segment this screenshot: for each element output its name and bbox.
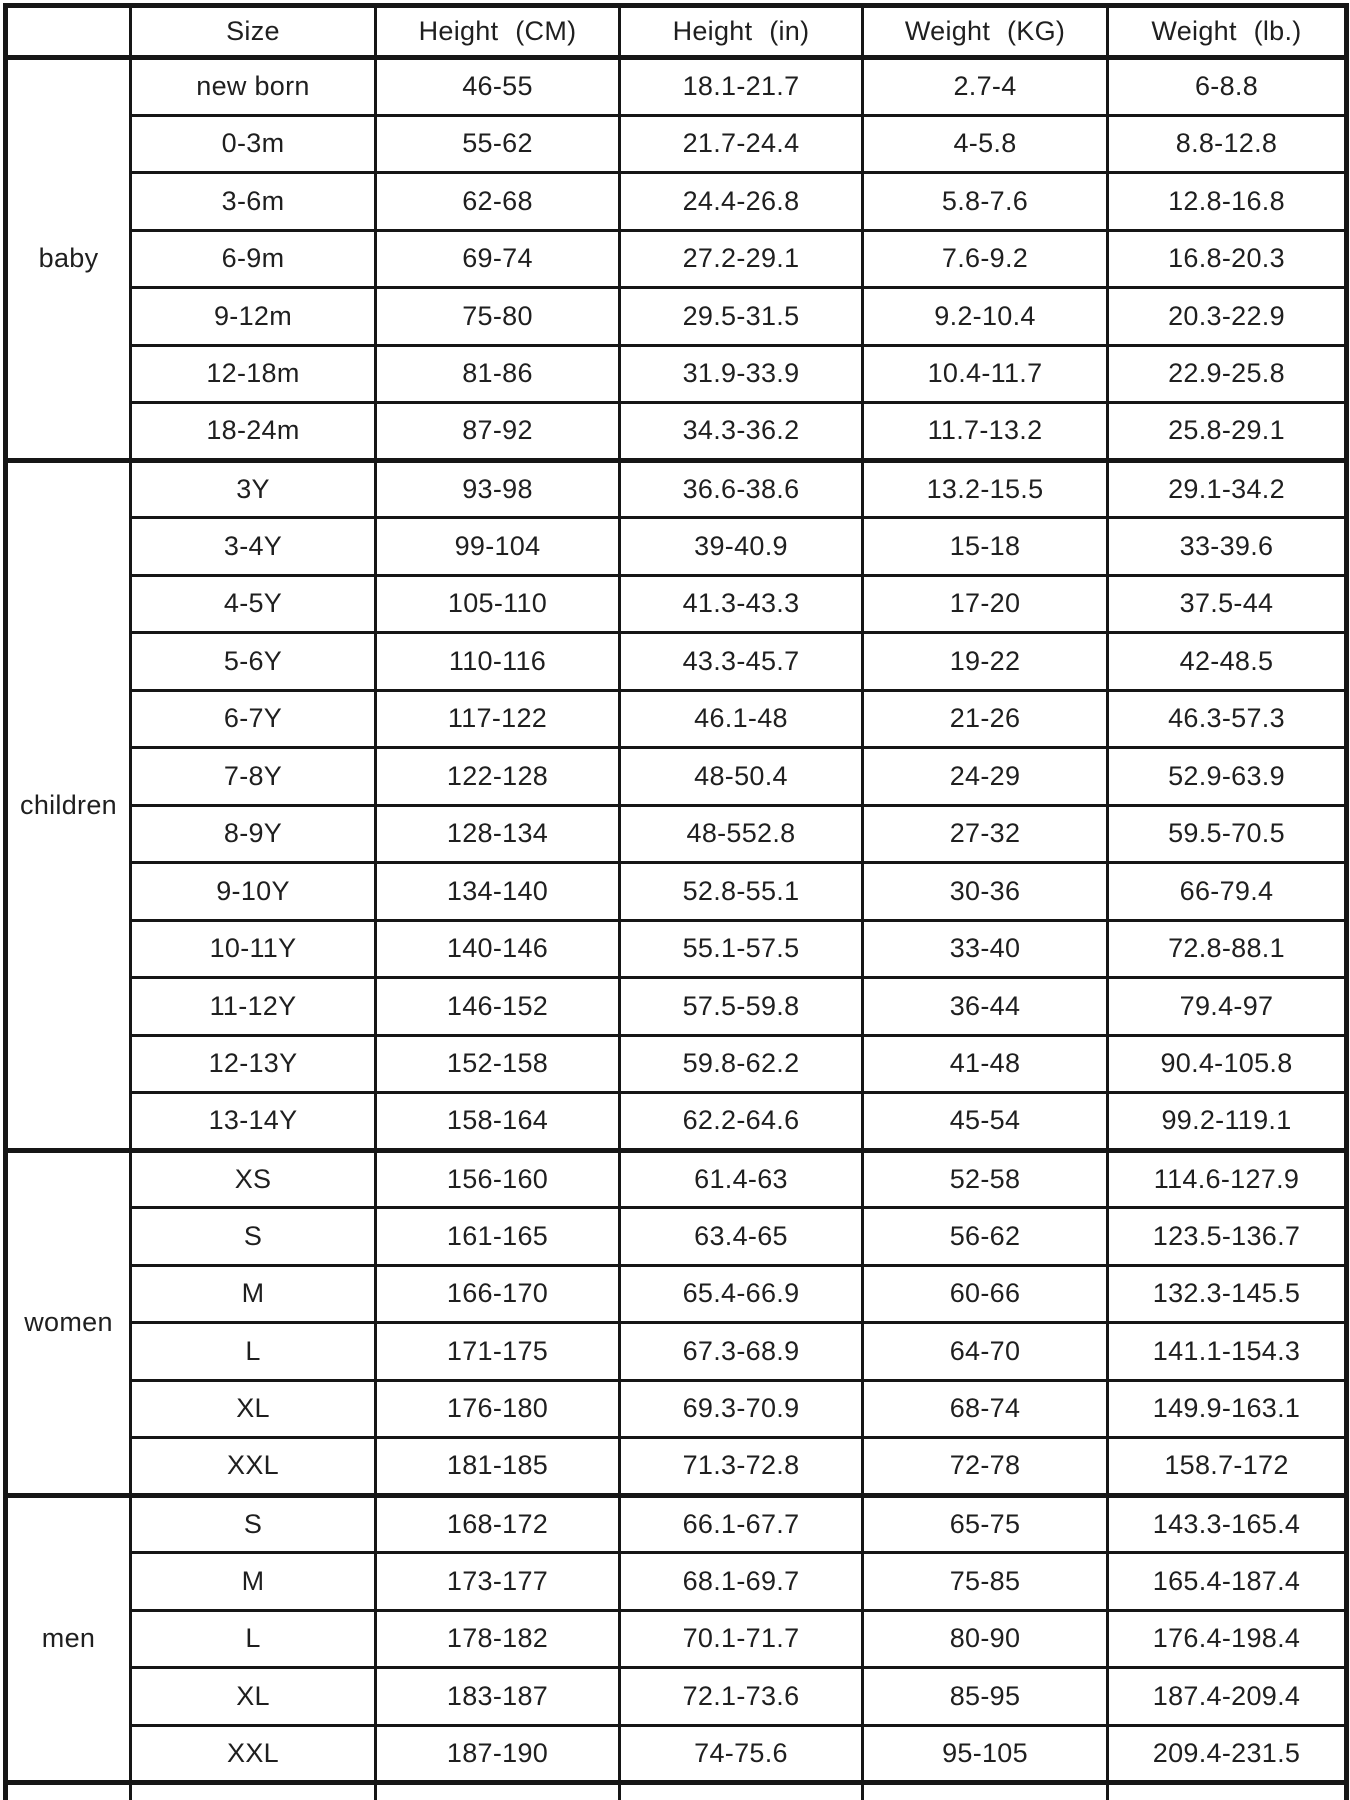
weight-lb-cell: 16.8-20.3 (1108, 230, 1347, 288)
height-cm-cell: 140-146 (376, 920, 620, 978)
weight-kg-cell: 33-40 (863, 920, 1108, 978)
size-cell: 6-9m (131, 230, 376, 288)
table-row (6, 1725, 1347, 1783)
weight-kg-cell: 60-66 (863, 1265, 1108, 1323)
group-label-men: men (6, 1495, 131, 1783)
header-weight-kg: Weight (KG) (863, 6, 1108, 58)
weight-lb-cell: 59.5-70.5 (1108, 805, 1347, 863)
height-in-cell: 66.1-67.7 (620, 1495, 863, 1553)
height-in-cell: 71.3-72.8 (620, 1438, 863, 1496)
height-cm-cell: 152-158 (376, 1035, 620, 1093)
height-cm-cell: 171-175 (376, 1323, 620, 1381)
table-body (6, 58, 1347, 1800)
weight-lb-cell: 25.8-29.1 (1108, 403, 1347, 461)
weight-lb-cell: 29.1-34.2 (1108, 460, 1347, 518)
height-cm-cell: 93-98 (376, 460, 620, 518)
size-cell: S (131, 1208, 376, 1266)
table-row (6, 920, 1347, 978)
size-cell: 11-12Y (131, 978, 376, 1036)
table-row (6, 978, 1347, 1036)
height-cm-cell: 178-182 (376, 1610, 620, 1668)
group-label-baby: baby (6, 58, 131, 461)
height-in-cell: 69.3-70.9 (620, 1380, 863, 1438)
header-height-cm: Height (CM) (376, 6, 620, 58)
size-cell: 10-11Y (131, 920, 376, 978)
weight-lb-cell: 149.9-163.1 (1108, 1380, 1347, 1438)
weight-lb-cell: 22.9-25.8 (1108, 345, 1347, 403)
partial-cell (131, 1783, 376, 1800)
height-cm-cell: 87-92 (376, 403, 620, 461)
weight-kg-cell: 2.7-4 (863, 58, 1108, 116)
weight-kg-cell: 19-22 (863, 633, 1108, 691)
weight-kg-cell: 64-70 (863, 1323, 1108, 1381)
weight-kg-cell: 36-44 (863, 978, 1108, 1036)
weight-lb-cell: 12.8-16.8 (1108, 173, 1347, 231)
table-row (6, 403, 1347, 461)
weight-lb-cell: 176.4-198.4 (1108, 1610, 1347, 1668)
height-cm-cell: 117-122 (376, 690, 620, 748)
size-cell: L (131, 1610, 376, 1668)
partial-cell (1108, 1783, 1347, 1800)
weight-lb-cell: 20.3-22.9 (1108, 288, 1347, 346)
table-row (6, 518, 1347, 576)
table-row (6, 173, 1347, 231)
height-cm-cell: 75-80 (376, 288, 620, 346)
size-cell: M (131, 1265, 376, 1323)
weight-lb-cell: 8.8-12.8 (1108, 115, 1347, 173)
table-row (6, 1495, 1347, 1553)
partial-row (6, 1783, 1347, 1800)
height-in-cell: 18.1-21.7 (620, 58, 863, 116)
size-cell: 0-3m (131, 115, 376, 173)
weight-lb-cell: 42-48.5 (1108, 633, 1347, 691)
size-cell: XL (131, 1668, 376, 1726)
height-cm-cell: 187-190 (376, 1725, 620, 1783)
table-row (6, 460, 1347, 518)
height-cm-cell: 62-68 (376, 173, 620, 231)
partial-cell (863, 1783, 1108, 1800)
header-row (6, 6, 1347, 58)
table-row (6, 1265, 1347, 1323)
table-row (6, 863, 1347, 921)
height-cm-cell: 105-110 (376, 575, 620, 633)
table-row (6, 345, 1347, 403)
weight-kg-cell: 7.6-9.2 (863, 230, 1108, 288)
size-cell: 13-14Y (131, 1093, 376, 1151)
height-in-cell: 31.9-33.9 (620, 345, 863, 403)
height-in-cell: 41.3-43.3 (620, 575, 863, 633)
height-in-cell: 61.4-63 (620, 1150, 863, 1208)
partial-cell (6, 1783, 131, 1800)
size-cell: XS (131, 1150, 376, 1208)
header-height-in: Height (in) (620, 6, 863, 58)
height-in-cell: 39-40.9 (620, 518, 863, 576)
table-row (6, 1553, 1347, 1611)
weight-kg-cell: 30-36 (863, 863, 1108, 921)
height-in-cell: 63.4-65 (620, 1208, 863, 1266)
table-row (6, 1380, 1347, 1438)
size-cell: 3Y (131, 460, 376, 518)
weight-kg-cell: 27-32 (863, 805, 1108, 863)
weight-lb-cell: 37.5-44 (1108, 575, 1347, 633)
weight-lb-cell: 46.3-57.3 (1108, 690, 1347, 748)
weight-kg-cell: 9.2-10.4 (863, 288, 1108, 346)
height-in-cell: 52.8-55.1 (620, 863, 863, 921)
weight-kg-cell: 72-78 (863, 1438, 1108, 1496)
weight-kg-cell: 13.2-15.5 (863, 460, 1108, 518)
table-row (6, 288, 1347, 346)
size-cell: M (131, 1553, 376, 1611)
weight-kg-cell: 65-75 (863, 1495, 1108, 1553)
weight-lb-cell: 123.5-136.7 (1108, 1208, 1347, 1266)
height-cm-cell: 173-177 (376, 1553, 620, 1611)
size-cell: 5-6Y (131, 633, 376, 691)
size-cell: 12-13Y (131, 1035, 376, 1093)
size-cell: new born (131, 58, 376, 116)
weight-lb-cell: 90.4-105.8 (1108, 1035, 1347, 1093)
height-cm-cell: 110-116 (376, 633, 620, 691)
height-cm-cell: 46-55 (376, 58, 620, 116)
weight-lb-cell: 132.3-145.5 (1108, 1265, 1347, 1323)
weight-lb-cell: 209.4-231.5 (1108, 1725, 1347, 1783)
weight-kg-cell: 10.4-11.7 (863, 345, 1108, 403)
weight-lb-cell: 165.4-187.4 (1108, 1553, 1347, 1611)
size-cell: 8-9Y (131, 805, 376, 863)
weight-lb-cell: 187.4-209.4 (1108, 1668, 1347, 1726)
size-cell: 7-8Y (131, 748, 376, 806)
weight-kg-cell: 52-58 (863, 1150, 1108, 1208)
height-in-cell: 29.5-31.5 (620, 288, 863, 346)
weight-kg-cell: 95-105 (863, 1725, 1108, 1783)
weight-lb-cell: 6-8.8 (1108, 58, 1347, 116)
size-cell: 9-12m (131, 288, 376, 346)
table-row (6, 748, 1347, 806)
height-in-cell: 34.3-36.2 (620, 403, 863, 461)
height-in-cell: 57.5-59.8 (620, 978, 863, 1036)
weight-kg-cell: 24-29 (863, 748, 1108, 806)
size-chart-table (3, 3, 1349, 1800)
height-cm-cell: 134-140 (376, 863, 620, 921)
size-cell: XXL (131, 1725, 376, 1783)
weight-kg-cell: 45-54 (863, 1093, 1108, 1151)
size-cell: 4-5Y (131, 575, 376, 633)
weight-kg-cell: 75-85 (863, 1553, 1108, 1611)
height-in-cell: 70.1-71.7 (620, 1610, 863, 1668)
table-row (6, 575, 1347, 633)
height-cm-cell: 161-165 (376, 1208, 620, 1266)
table-row (6, 58, 1347, 116)
height-cm-cell: 55-62 (376, 115, 620, 173)
table-row (6, 1438, 1347, 1496)
size-cell: 9-10Y (131, 863, 376, 921)
size-cell: 6-7Y (131, 690, 376, 748)
table-row (6, 1035, 1347, 1093)
size-cell: S (131, 1495, 376, 1553)
height-in-cell: 46.1-48 (620, 690, 863, 748)
size-cell: 3-6m (131, 173, 376, 231)
size-cell: L (131, 1323, 376, 1381)
weight-kg-cell: 85-95 (863, 1668, 1108, 1726)
weight-lb-cell: 158.7-172 (1108, 1438, 1347, 1496)
weight-kg-cell: 11.7-13.2 (863, 403, 1108, 461)
weight-kg-cell: 5.8-7.6 (863, 173, 1108, 231)
table-row (6, 1150, 1347, 1208)
height-in-cell: 36.6-38.6 (620, 460, 863, 518)
weight-kg-cell: 80-90 (863, 1610, 1108, 1668)
weight-kg-cell: 68-74 (863, 1380, 1108, 1438)
height-cm-cell: 181-185 (376, 1438, 620, 1496)
weight-kg-cell: 15-18 (863, 518, 1108, 576)
height-in-cell: 21.7-24.4 (620, 115, 863, 173)
height-cm-cell: 166-170 (376, 1265, 620, 1323)
height-in-cell: 67.3-68.9 (620, 1323, 863, 1381)
height-in-cell: 55.1-57.5 (620, 920, 863, 978)
height-cm-cell: 183-187 (376, 1668, 620, 1726)
height-in-cell: 48-50.4 (620, 748, 863, 806)
table-row (6, 1093, 1347, 1151)
height-cm-cell: 69-74 (376, 230, 620, 288)
weight-lb-cell: 72.8-88.1 (1108, 920, 1347, 978)
weight-lb-cell: 99.2-119.1 (1108, 1093, 1347, 1151)
weight-lb-cell: 141.1-154.3 (1108, 1323, 1347, 1381)
height-cm-cell: 158-164 (376, 1093, 620, 1151)
weight-kg-cell: 56-62 (863, 1208, 1108, 1266)
size-cell: 18-24m (131, 403, 376, 461)
weight-kg-cell: 21-26 (863, 690, 1108, 748)
group-label-women: women (6, 1150, 131, 1495)
weight-lb-cell: 66-79.4 (1108, 863, 1347, 921)
height-in-cell: 48-552.8 (620, 805, 863, 863)
weight-lb-cell: 33-39.6 (1108, 518, 1347, 576)
table-row (6, 1668, 1347, 1726)
partial-cell (376, 1783, 620, 1800)
corner-cell (6, 6, 131, 58)
group-label-children: children (6, 460, 131, 1150)
header-size: Size (131, 6, 376, 58)
height-cm-cell: 176-180 (376, 1380, 620, 1438)
weight-kg-cell: 4-5.8 (863, 115, 1108, 173)
size-cell: 3-4Y (131, 518, 376, 576)
height-cm-cell: 99-104 (376, 518, 620, 576)
height-cm-cell: 168-172 (376, 1495, 620, 1553)
weight-lb-cell: 52.9-63.9 (1108, 748, 1347, 806)
table-row (6, 1208, 1347, 1266)
table-row (6, 230, 1347, 288)
size-cell: XL (131, 1380, 376, 1438)
height-in-cell: 59.8-62.2 (620, 1035, 863, 1093)
table-row (6, 115, 1347, 173)
height-in-cell: 27.2-29.1 (620, 230, 863, 288)
weight-kg-cell: 17-20 (863, 575, 1108, 633)
height-cm-cell: 156-160 (376, 1150, 620, 1208)
weight-kg-cell: 41-48 (863, 1035, 1108, 1093)
header-weight-lb: Weight (lb.) (1108, 6, 1347, 58)
weight-lb-cell: 114.6-127.9 (1108, 1150, 1347, 1208)
weight-lb-cell: 143.3-165.4 (1108, 1495, 1347, 1553)
weight-lb-cell: 79.4-97 (1108, 978, 1347, 1036)
height-cm-cell: 128-134 (376, 805, 620, 863)
partial-cell (620, 1783, 863, 1800)
height-in-cell: 24.4-26.8 (620, 173, 863, 231)
table-row (6, 805, 1347, 863)
table-row (6, 1610, 1347, 1668)
table-row (6, 690, 1347, 748)
table-row (6, 633, 1347, 691)
height-in-cell: 65.4-66.9 (620, 1265, 863, 1323)
size-cell: 12-18m (131, 345, 376, 403)
table-row (6, 1323, 1347, 1381)
height-in-cell: 72.1-73.6 (620, 1668, 863, 1726)
height-in-cell: 43.3-45.7 (620, 633, 863, 691)
height-cm-cell: 146-152 (376, 978, 620, 1036)
size-cell: XXL (131, 1438, 376, 1496)
height-in-cell: 74-75.6 (620, 1725, 863, 1783)
height-in-cell: 68.1-69.7 (620, 1553, 863, 1611)
height-in-cell: 62.2-64.6 (620, 1093, 863, 1151)
height-cm-cell: 122-128 (376, 748, 620, 806)
height-cm-cell: 81-86 (376, 345, 620, 403)
